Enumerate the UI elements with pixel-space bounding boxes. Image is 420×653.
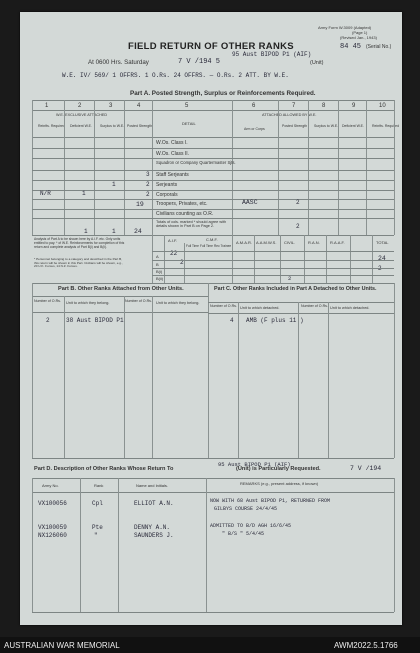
part-d-r3-rank: " xyxy=(94,532,98,539)
detail-serjeants: Serjeants xyxy=(156,182,178,188)
head-surplus-r: Surplus to W.E. xyxy=(314,124,339,128)
part-d-r2-remark: ADMITTED TO B/D AGH 16/6/45 xyxy=(210,523,292,529)
part-d-title-unit: 95 Aust BIPOD P1 (AIF) xyxy=(218,461,291,468)
analysis-head-total: TOTAL xyxy=(376,240,389,245)
val-posted-staff: 3 xyxy=(146,171,150,178)
col-num-1: 1 xyxy=(45,103,49,109)
detail-staff-serjeants: Staff Serjeants xyxy=(156,172,189,178)
part-c-row-num: 4 xyxy=(230,317,234,324)
footer-source: AUSTRALIAN WAR MEMORIAL xyxy=(4,641,120,650)
row-label-b: B xyxy=(156,262,159,267)
row-label-bii: B(ii) xyxy=(156,276,164,281)
cmf-sub-1: Full Time xyxy=(186,244,199,248)
val-surplus-serj: 1 xyxy=(112,181,116,188)
part-b-head-unit-2: Unit to which they belong. xyxy=(156,301,200,305)
cmf-sub-3: Rec Trainee xyxy=(214,244,232,248)
analysis-val-aif: 22 xyxy=(170,250,178,257)
row-label-a: A xyxy=(156,254,159,259)
detail-corporals: Corporals xyxy=(156,192,178,198)
at-hours-label: At 0600 Hrs. Saturday xyxy=(88,59,149,66)
we-line: W.E. IV/ 569/ 1 OFFRS. 1 O.Rs. 24 OFFRS. — O.Rs. 2 ATT. BY W.E. xyxy=(62,72,289,79)
col-num-3: 3 xyxy=(109,103,113,109)
part-b-head-unit: Unit to which they belong. xyxy=(66,301,110,305)
col-num-5: 5 xyxy=(185,103,189,109)
col-num-4: 4 xyxy=(137,103,141,109)
part-b-title: Part B. Other Ranks Attached from Other Units. xyxy=(58,286,184,292)
footer-accession: AWM2022.5.1766 xyxy=(334,641,398,650)
part-b-head-num-2: Number of O.Rs. xyxy=(125,299,152,303)
analysis-bottom-total: 2 xyxy=(288,275,292,282)
form-ref-line-2: (Page 1) xyxy=(352,30,368,35)
part-c-head-unit-2: Unit to which detached. xyxy=(330,306,370,310)
analysis-head-amar: A.M.A.R. xyxy=(236,240,253,245)
part-b-row-num: 2 xyxy=(46,317,50,324)
analysis-head-aamws: A.A.M.W.S. xyxy=(256,240,277,245)
part-d-head-name: Name and Initials. xyxy=(136,483,169,488)
detail-sqms: Squadron or Company Quartermaster Sjts. xyxy=(156,160,236,165)
val-posted-corp: 2 xyxy=(146,191,150,198)
date-typed: 7 V /194 5 xyxy=(178,58,221,66)
part-c-head-unit: Unit to which detached. xyxy=(240,306,280,310)
part-d-r3-no: NX126060 xyxy=(38,532,67,539)
part-d-r3-name: SAUNDERS J. xyxy=(134,532,174,539)
analysis-note: Analysis of Part A to be shown here by A.I.F. etc. Only units entitled to pay. * of W.E. Reinforcements for completion of this return and complete analysis of Part B(i) and B(ii). xyxy=(34,237,125,249)
form-ref-line-1: Army Form W.3009 (Adapted) xyxy=(318,25,372,30)
part-d-r2-name: DENNY A.N. xyxy=(134,524,171,531)
part-d-head-remarks: REMARKS (e.g., present address, if known) xyxy=(240,481,319,486)
part-b-row-unit: 38 Aust BIPOD P1 xyxy=(66,317,124,324)
part-d-head-rank: Rank xyxy=(94,483,104,488)
unit-typed: 95 Aust BIPOD P1 (AIF) xyxy=(232,51,312,58)
part-d-r1-no: VX100056 xyxy=(38,500,67,507)
we-exclusive-header: W.E. EXCLUSIVE ATTACHED xyxy=(56,113,108,117)
val-posted-serj: 2 xyxy=(146,181,150,188)
val-deficient-serj: 1 xyxy=(82,190,86,197)
part-d-r2-no: VX100059 xyxy=(38,524,67,531)
analysis-head-civil: CIVIL. xyxy=(284,240,296,245)
analysis-val-total-a: 24 xyxy=(378,255,386,262)
part-d-r1-remark-1: NOW WITH 68 Aust BIPOD P1, RETURNED FROM xyxy=(210,498,331,504)
head-arm-corps: Arm or Corps xyxy=(244,127,265,131)
row-label-bi: B(i) xyxy=(156,269,163,274)
part-d-r1-rank: Cpl xyxy=(92,500,103,507)
detail-wo2: W.Os. Class II. xyxy=(156,151,190,157)
head-reinfts-r: Reinfts. Required xyxy=(372,124,400,128)
part-d-r3-remark: " B/S " 5/4/45 xyxy=(222,531,265,537)
val-deficient-total: 1 xyxy=(84,228,88,235)
analysis-val-cmf: 2 xyxy=(180,259,184,266)
head-surplus: Surplus to W.E. xyxy=(100,124,125,128)
detail-civilians: Civilians counting as O.R. xyxy=(156,211,214,217)
analysis-head-cmf: C.M.F. xyxy=(206,237,218,242)
part-d-head-armyno: Army No. xyxy=(42,483,59,488)
col-num-6: 6 xyxy=(252,103,256,109)
serial-number-label: (Serial No.) xyxy=(366,44,392,50)
part-c-row-unit: AMB (F plus 11 ) xyxy=(246,317,304,324)
col-num-9: 9 xyxy=(352,103,356,109)
form-title: FIELD RETURN OF OTHER RANKS xyxy=(128,41,294,52)
val-arm-posted: 2 xyxy=(296,199,300,206)
part-c-head-num: Number of O.Rs. xyxy=(210,304,237,308)
col-num-2: 2 xyxy=(78,103,82,109)
val-surplus-total: 1 xyxy=(112,228,116,235)
val-reinf-serj: N/R xyxy=(40,190,51,197)
part-d-r1-remark-2: GILBYS COURSE 24/4/45 xyxy=(214,506,278,512)
part-d-title-b: (Unit) is Particularly Requested. xyxy=(236,466,321,472)
val-posted-trp: 19 xyxy=(136,201,144,208)
part-d-date: 7 V /194 xyxy=(350,465,382,472)
val-right-total: 2 xyxy=(296,223,300,230)
head-posted: Posted Strength xyxy=(127,124,153,128)
analysis-note-2: * Personnel belonging to a category and described in the Part B, this return will be shown in this Part. Civilians will be shown, e.g., 20 U.K. Forces, 14 N.Z. Forces. xyxy=(34,257,123,269)
head-reinfts: Reinfts. Required xyxy=(38,124,66,128)
col-num-7: 7 xyxy=(292,103,296,109)
part-d-title-a: Part D. Description of Other Ranks Whose Return To xyxy=(34,466,174,472)
col-num-8: 8 xyxy=(322,103,326,109)
detail-totals-note: Totals of cols. marked * should agree with details shown in Part B on Page 2. xyxy=(156,220,227,228)
head-deficient-r: Deficient W.E. xyxy=(342,124,364,128)
part-b-head-num: Number of O.Rs. xyxy=(34,299,61,303)
unit-label: (Unit) xyxy=(310,60,324,66)
head-posted-r: Posted Strength xyxy=(282,124,308,128)
analysis-head-ran: R.A.N. xyxy=(308,240,320,245)
part-c-head-num-2: Number of O.Rs. xyxy=(301,304,328,308)
head-deficient: Deficient W.E. xyxy=(70,124,92,128)
att-allowed-header: ATTACHED ALLOWED BY W.E. xyxy=(262,113,317,117)
detail-wo1: W.Os. Class I. xyxy=(156,140,188,146)
val-arm-corps: AASC xyxy=(242,199,258,206)
serial-number: 84 45 xyxy=(340,43,362,51)
detail-troopers: Troopers, Privates, etc. xyxy=(156,201,208,207)
part-d-r2-rank: Pte xyxy=(92,524,103,531)
val-posted-total: 24 xyxy=(134,228,142,235)
cmf-sub-2: Full Time xyxy=(200,244,213,248)
part-a-title: Part A. Posted Strength, Surplus or Reinforcements Required. xyxy=(130,90,316,97)
col-num-10: 10 xyxy=(379,103,386,109)
part-d-r1-name: ELLIOT A.N. xyxy=(134,500,174,507)
detail-header: DETAIL xyxy=(182,121,196,126)
analysis-head-raaf: R.A.A.F. xyxy=(330,240,345,245)
footer-bar xyxy=(0,637,420,653)
form-ref-line-3: (Revised Jan., 1943) xyxy=(340,35,377,40)
analysis-head-aif: A.I.F. xyxy=(168,238,178,243)
part-c-title: Part C. Other Ranks Included in Part A Detached to Other Units. xyxy=(214,286,377,292)
analysis-val-total-b: 2 xyxy=(378,265,382,272)
